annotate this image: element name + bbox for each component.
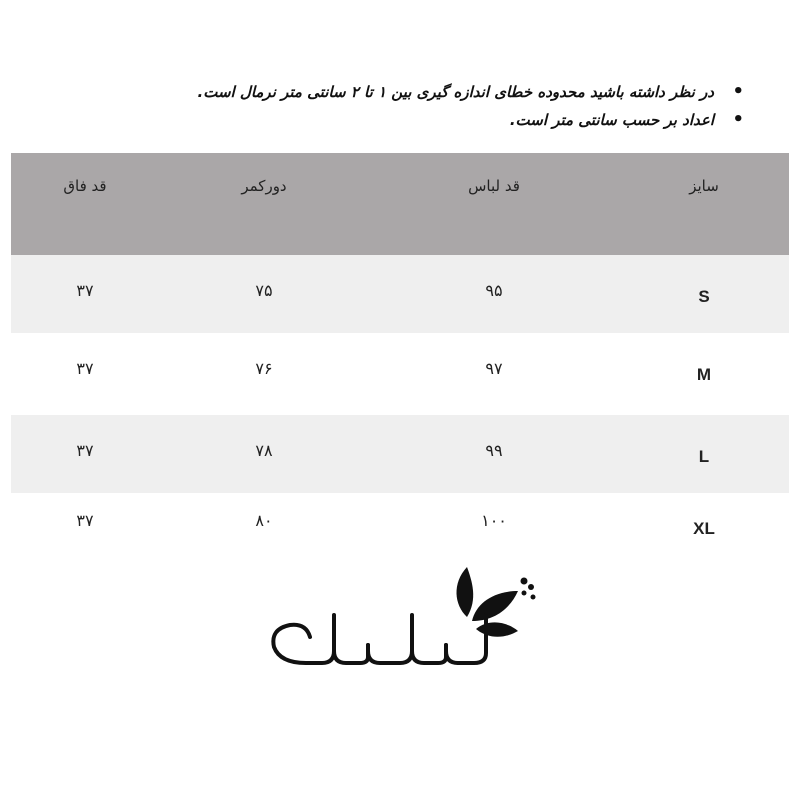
- header-size: سایز: [619, 153, 789, 255]
- logo-wordmark: [273, 615, 486, 663]
- table-row: [11, 333, 789, 415]
- flower-leaf-icon: [456, 567, 535, 637]
- rise-cell: ۳۷: [11, 415, 159, 493]
- waist-cell: ۷۶: [255, 359, 273, 378]
- rise-cell: ۳۷: [76, 511, 94, 530]
- size-cell: L: [619, 415, 789, 493]
- header-length: قد لباس: [369, 153, 619, 255]
- size-cell: XL: [693, 519, 715, 538]
- length-cell: ۱۰۰: [481, 511, 507, 530]
- note-item: • در نظر داشته باشید محدوده خطای اندازه گیری بین ۱ تا ۲ سانتی متر نرمال است.: [44, 78, 744, 106]
- header-rise: قد فاق: [11, 153, 159, 255]
- brand-logo: [262, 565, 542, 670]
- length-cell: ۹۹: [369, 415, 619, 493]
- length-cell: ۹۵: [369, 255, 619, 333]
- note-item: • اعداد بر حسب سانتی متر است.: [44, 106, 744, 134]
- table-header-row: [11, 153, 789, 255]
- waist-cell: ۸۰: [255, 511, 273, 530]
- length-cell: ۹۷: [485, 359, 503, 378]
- header-waist: دورکمر: [159, 153, 369, 255]
- waist-cell: ۷۵: [159, 255, 369, 333]
- rise-cell: ۳۷: [11, 255, 159, 333]
- size-cell: M: [696, 365, 712, 384]
- waist-cell: ۷۸: [159, 415, 369, 493]
- rise-cell: ۳۷: [76, 359, 94, 378]
- size-chart-table: [11, 153, 789, 563]
- table-row: [11, 415, 789, 493]
- table-row: [11, 493, 789, 563]
- table-row: [11, 255, 789, 333]
- notes-list: [44, 78, 744, 134]
- size-cell: S: [619, 255, 789, 333]
